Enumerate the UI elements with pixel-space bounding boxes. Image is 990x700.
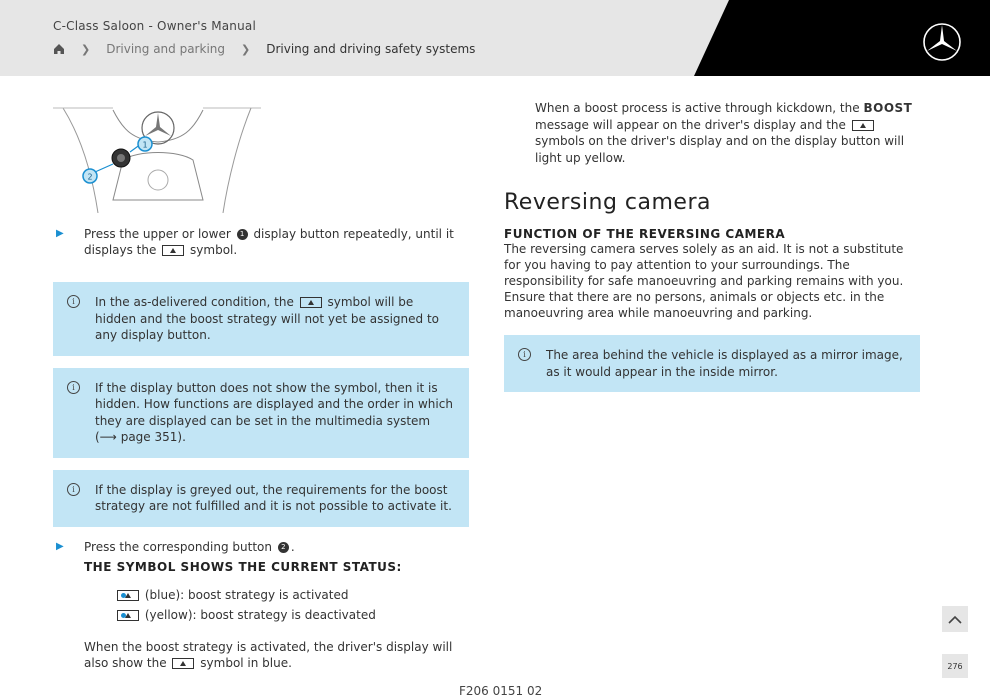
instruction-step-2: ▶ Press the corresponding button 2 . bbox=[56, 539, 295, 554]
kickdown-paragraph: When a boost process is active through kickdown, the BOOST message will appear on the driver's display and the symbols on the driver's display and on the display button will light up yellow. bbox=[535, 101, 913, 165]
figure-callout-2: 2 bbox=[87, 172, 93, 182]
figure-callout-1: 1 bbox=[142, 140, 148, 150]
function-heading: FUNCTION OF THE REVERSING CAMERA bbox=[504, 227, 786, 241]
home-icon[interactable] bbox=[53, 43, 65, 55]
status-heading: THE SYMBOL SHOWS THE CURRENT STATUS: bbox=[84, 559, 402, 574]
page-number[interactable]: 276 bbox=[942, 654, 968, 678]
boost-symbol-icon bbox=[852, 120, 874, 131]
boost-symbol-icon bbox=[117, 590, 139, 601]
function-paragraph: The reversing camera serves solely as an aid. It is not a substitute for you having to pay attention to your surroundings. The responsibility for safe manoeuvring and parking remains with you. Ensure that there are no persons, animals or objects etc. in the manoeuvring area while manoeuvring and parking. bbox=[504, 242, 904, 320]
scroll-to-top-button[interactable] bbox=[942, 606, 968, 632]
chevron-right-icon: ❯ bbox=[241, 42, 251, 56]
info-box-as-delivered: i In the as-delivered condition, the symbol will be hidden and the boost strategy will not yet be assigned to any display button. bbox=[53, 282, 469, 356]
info-icon: i bbox=[518, 348, 531, 361]
info-box-mirror-image: i The area behind the vehicle is displayed as a mirror image, as it would appear in the inside mirror. bbox=[504, 335, 920, 392]
steering-wheel-illustration bbox=[53, 100, 261, 213]
status-list bbox=[53, 585, 469, 625]
manual-title: C-Class Saloon - Owner's Manual bbox=[53, 19, 256, 33]
boost-symbol-icon bbox=[172, 658, 194, 669]
breadcrumb-link-driving-and-parking[interactable]: Driving and parking bbox=[106, 42, 225, 56]
left-column bbox=[53, 100, 469, 671]
info-box-hidden-symbol: i If the display button does not show the symbol, then it is hidden. How functions are displayed and the order in which they are displayed can be set in the multimedia system (⟶ page 351). bbox=[53, 368, 469, 458]
info-icon: i bbox=[67, 483, 80, 496]
breadcrumb bbox=[53, 42, 475, 56]
chevron-right-icon: ❯ bbox=[81, 42, 91, 56]
callout-1-icon: 1 bbox=[237, 229, 248, 240]
closing-paragraph: When the boost strategy is activated, the driver's display will also show the symbol in blue. bbox=[84, 639, 453, 670]
page-header bbox=[0, 0, 990, 76]
figure-reference: F206 0151 02 bbox=[459, 684, 543, 698]
breadcrumb-current: Driving and driving safety systems bbox=[266, 42, 476, 56]
instruction-step-1: ▶ Press the upper or lower 1 display button repeatedly, until it displays the symbol. bbox=[56, 227, 454, 257]
right-column bbox=[504, 100, 920, 392]
list-item: (yellow): boost strategy is deactivated bbox=[85, 605, 469, 625]
info-icon: i bbox=[67, 381, 80, 394]
list-item: (blue): boost strategy is activated bbox=[85, 585, 469, 605]
info-box-greyed-out: i If the display is greyed out, the requirements for the boost strategy are not fulfilled and it is not possible to activate it. bbox=[53, 470, 469, 527]
boost-symbol-icon bbox=[300, 297, 322, 308]
boost-symbol-icon bbox=[117, 610, 139, 621]
mercedes-star-logo bbox=[922, 22, 962, 62]
boost-symbol-icon bbox=[162, 245, 184, 256]
callout-2-icon: 2 bbox=[278, 542, 289, 553]
step-arrow-icon: ▶ bbox=[56, 540, 64, 552]
section-title: Reversing camera bbox=[504, 190, 711, 215]
chevron-up-icon bbox=[948, 615, 962, 624]
info-icon: i bbox=[67, 295, 80, 308]
step-arrow-icon: ▶ bbox=[56, 228, 64, 239]
